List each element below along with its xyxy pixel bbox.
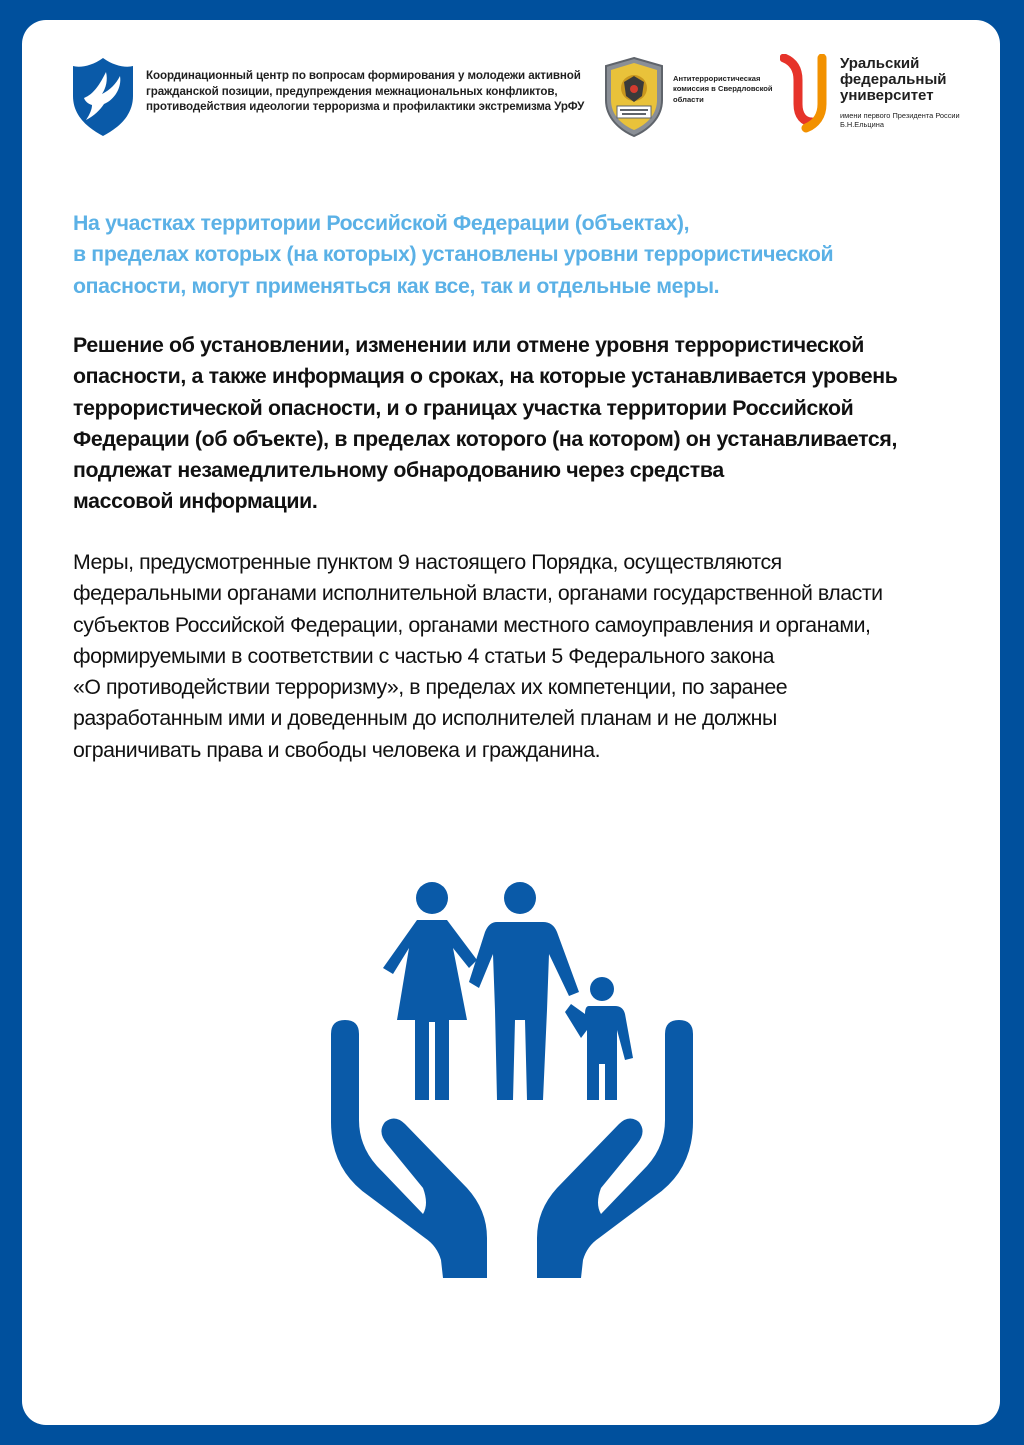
intro-statement: На участках территории Российской Федерации (объектах), в пределах которых (на которых) установлены уровни террористической опасности, могут применяться как все, так и отдельные меры. <box>73 211 834 298</box>
family-in-hands-icon <box>329 882 695 1278</box>
woman-head <box>416 882 448 914</box>
woman-body <box>383 920 477 1100</box>
antiterror-commission-name: Антитеррористическая комиссия в Свердловской области <box>673 74 773 104</box>
measures-paragraph: Меры, предусмотренные пунктом 9 настоящего Порядка, осуществляются федеральными органами исполнительной власти, органами государственной власти субъектов Российской Федерации, органами местного самоуправления и органами, формируемыми в соответствии с частью 4 статьи 5 Федерального закона «О противодействии терроризму», в пределах их компетенции, по заранее разработанным ими и доведенным до исполнителей планам и не должны ограничивать права и свободы человека и гражданина. <box>73 550 883 762</box>
decision-paragraph: Решение об установлении, изменении или отмене уровня террористической опасности, а также информация о сроках, на которые устанавливается уровень террористической опасности, и о границах участка территории Российской Федерации (об объекте), в пределах которого (на котором) он устанавливается, подлежат незамедлительному обнародованию через средства массовой информации. <box>73 333 898 514</box>
man-head <box>504 882 536 914</box>
university-name: Уральский федеральный университет <box>840 55 947 104</box>
child-head <box>590 977 614 1001</box>
dove-shield-icon <box>70 54 136 138</box>
leaflet-page <box>22 20 1000 1425</box>
man-body <box>469 922 579 1100</box>
university-subtitle: имени первого Президента России Б.Н.Ельцина <box>840 111 960 129</box>
coat-of-arms-seal-icon <box>602 56 666 138</box>
urfu-u-logo-icon <box>780 54 836 134</box>
left-hand <box>331 1020 487 1278</box>
coordination-center-name: Координационный центр по вопросам формирования у молодежи активной гражданской позиции, предупреждения межнациональных конфликтов, противодействия идеологии терроризма и профилактики экстремизма УрФУ <box>146 69 585 113</box>
child-body <box>565 1004 633 1100</box>
